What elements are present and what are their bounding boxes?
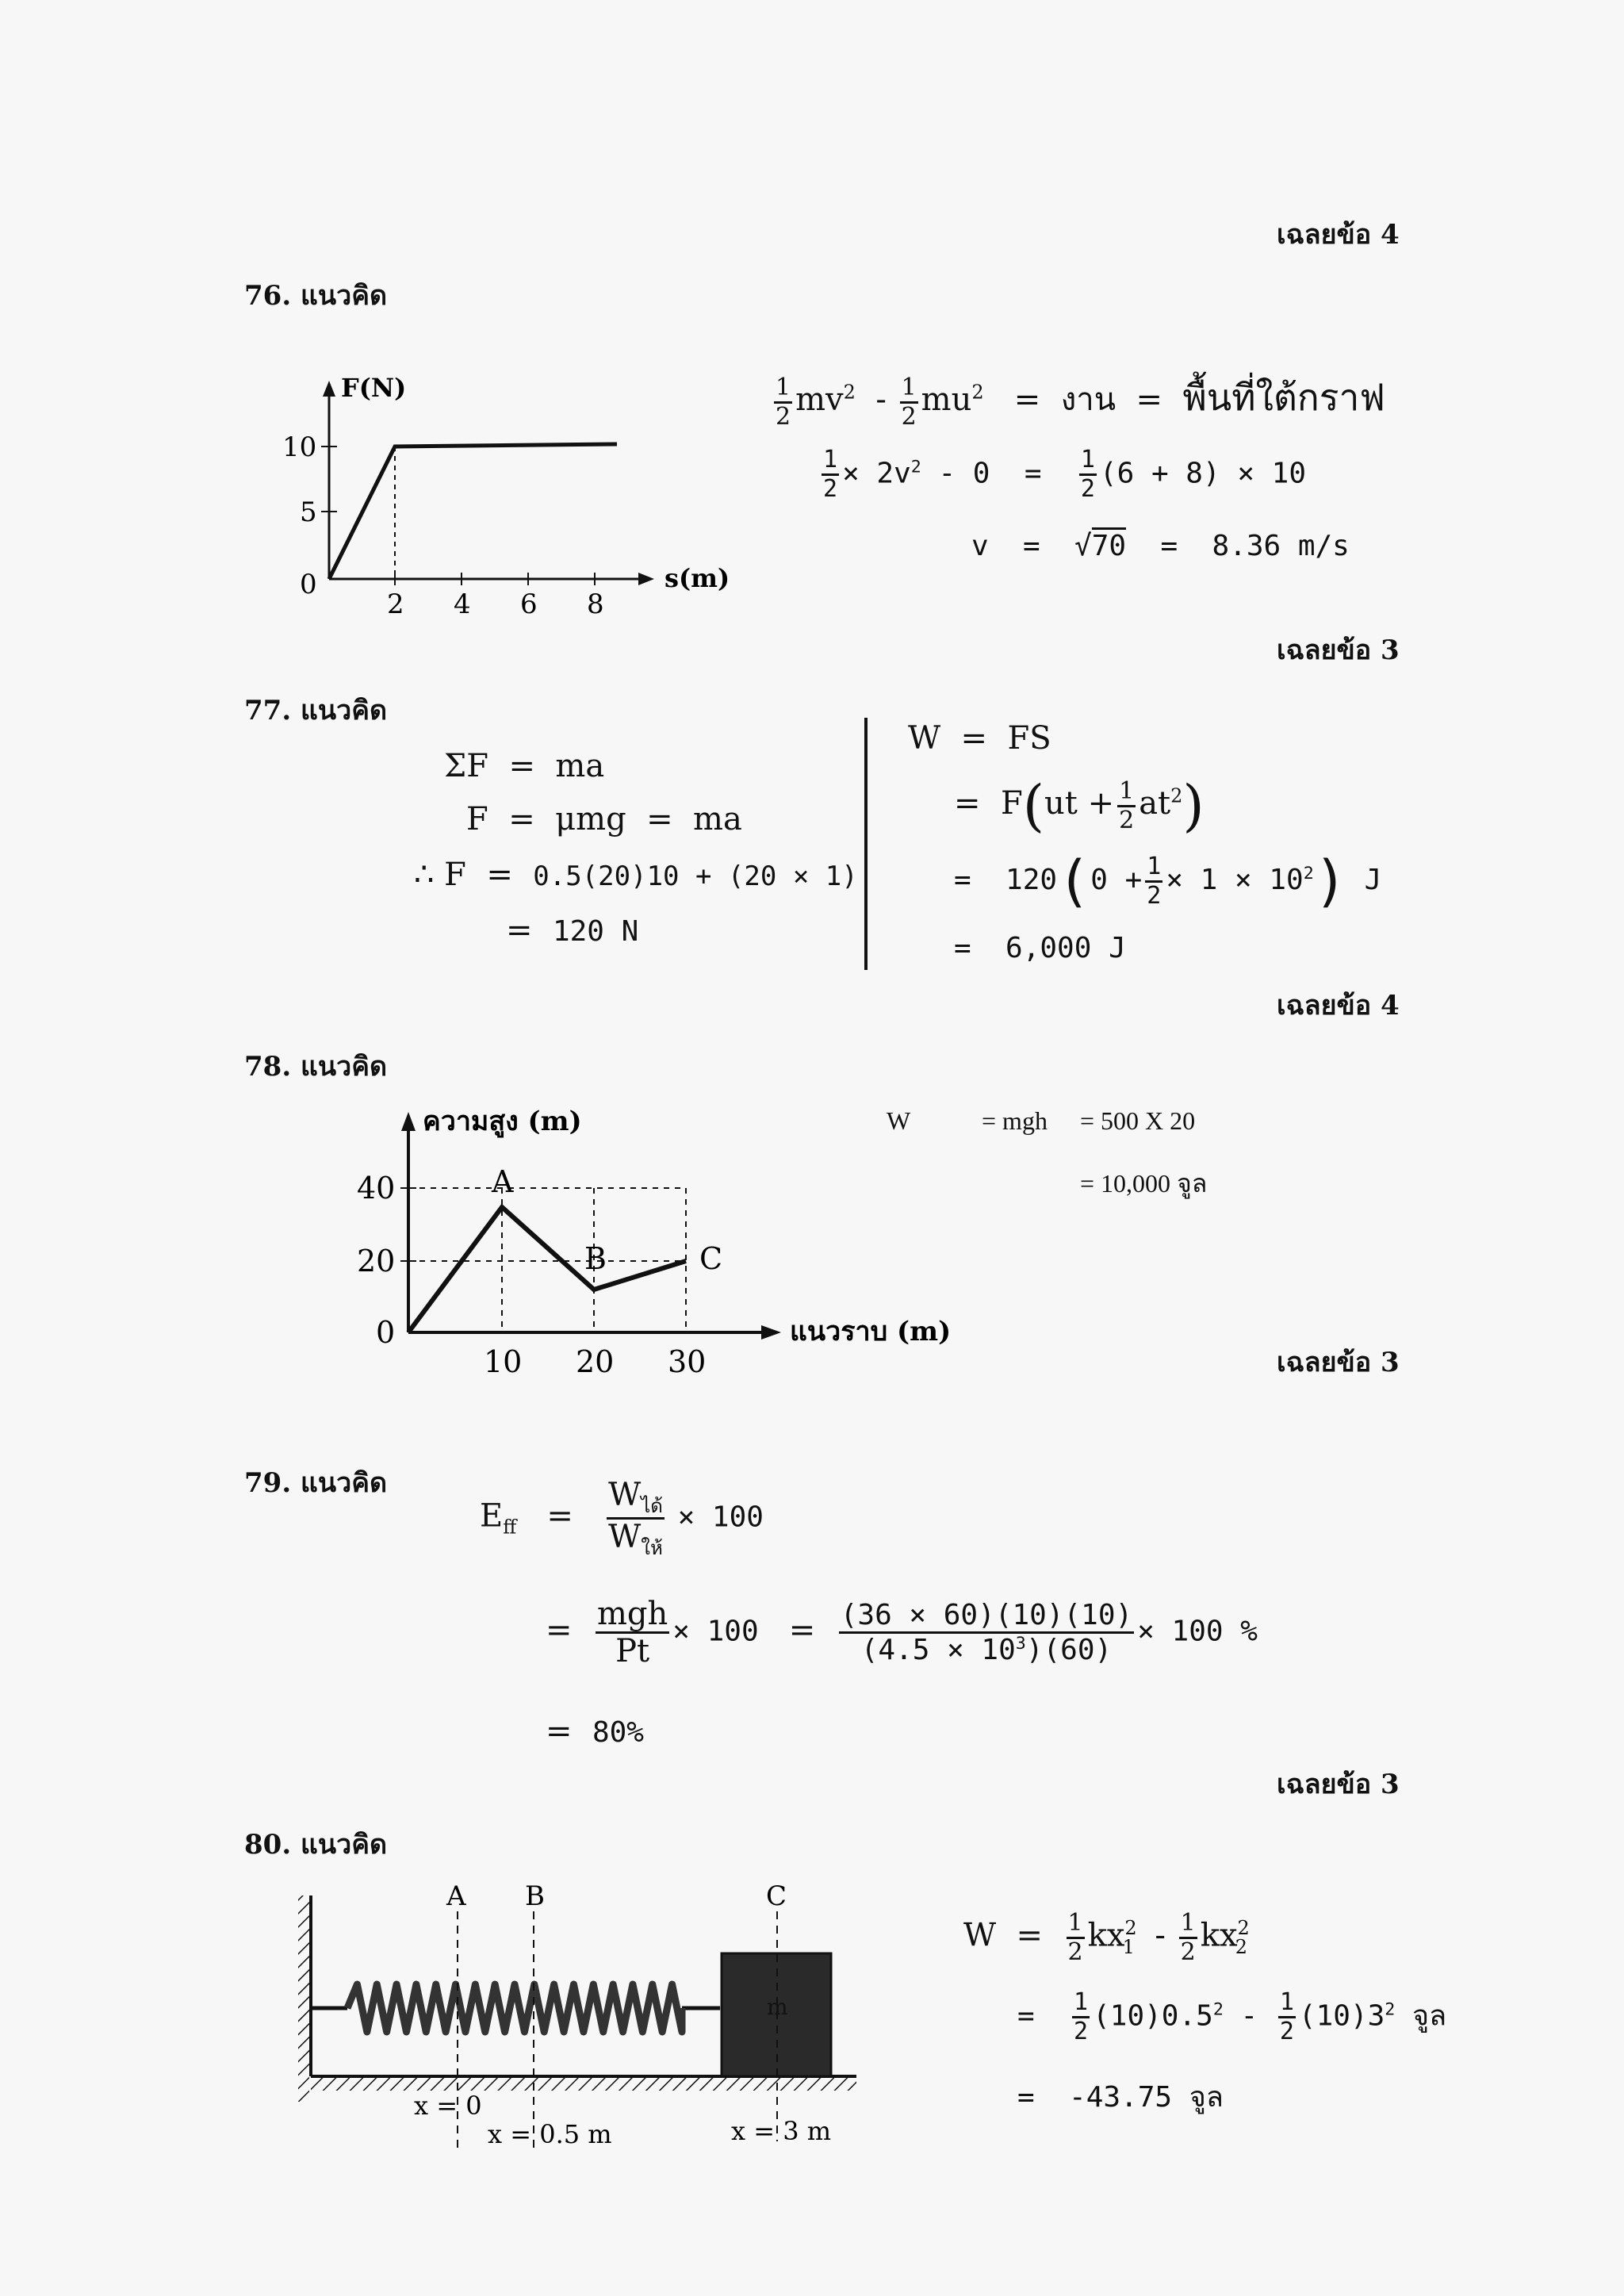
q79-efficiency-line: $E_{ff}$ = $\frac{W_{ได้}}{W_{ให้}}$ × 100 xyxy=(480,1477,764,1559)
force-distance-graph xyxy=(270,373,745,634)
question-76-heading: 76. แนวคิด xyxy=(244,280,388,312)
point-label: C xyxy=(699,1241,723,1276)
position-label: x = 3 m xyxy=(731,2116,832,2146)
y-axis-arrow xyxy=(323,381,335,397)
q77-line-3: ∴ F = 0.5(20)10 + (20 × 1) xyxy=(414,857,858,893)
x-tick: 6 xyxy=(520,588,538,620)
x-tick: 30 xyxy=(668,1344,707,1379)
q78-work-formula: = mgh xyxy=(982,1106,1048,1135)
position-label: x = 0 xyxy=(414,2091,482,2121)
question-77-heading: 77. แนวคิด xyxy=(244,695,388,726)
answer-label: เฉลยข้อ 4 xyxy=(1277,219,1400,251)
y-axis-label: F(N) xyxy=(341,373,407,403)
x-tick: 20 xyxy=(576,1344,615,1379)
q78-work-result: = 10,000 จูล xyxy=(1080,1169,1208,1198)
answer-label: เฉลยข้อ 4 xyxy=(1277,990,1400,1022)
marker-label: A xyxy=(446,1880,466,1912)
y-tick: 20 xyxy=(357,1244,396,1278)
height-distance-graph xyxy=(349,1102,952,1388)
q76-equation-2: $\frac{1}{2}$ × $2v^2 - 0$ = $\frac{1}{2}$ (6 + 8) × 10 xyxy=(823,446,1307,503)
q77-work-1: W = FS xyxy=(908,720,1051,757)
q78-work-value: = 500 X 20 xyxy=(1080,1106,1196,1135)
spring-block-diagram xyxy=(285,1872,872,2157)
answer-label: เฉลยข้อ 3 xyxy=(1277,1347,1400,1378)
q77-line-2: F = μmg = ma xyxy=(466,801,742,838)
y-tick: 10 xyxy=(282,431,317,463)
mass-label: m xyxy=(767,1994,788,2020)
floor-hatch xyxy=(311,2078,856,2091)
point-label: B xyxy=(584,1241,607,1276)
x-tick: 2 xyxy=(387,588,404,620)
wall-hatch xyxy=(298,1895,309,2102)
y-axis-arrow xyxy=(401,1112,416,1131)
question-79-heading: 79. แนวคิด xyxy=(244,1467,388,1499)
q78-work-label: W xyxy=(887,1106,911,1135)
q79-calc-line: = $\frac{\text{mgh}}{Pt}$ × 100 = $\frac{(36 \times 60)(10)(10)}{(4.5 \times 10^3)(60)}$ × 100 % xyxy=(546,1596,1258,1669)
x-tick: 10 xyxy=(484,1344,523,1379)
x-axis-label: s(m) xyxy=(665,563,730,593)
y-tick: 0 xyxy=(300,569,317,600)
path-curve xyxy=(408,1207,686,1332)
question-80-heading: 80. แนวคิด xyxy=(244,1829,388,1861)
marker-label: C xyxy=(766,1880,787,1912)
y-tick: 0 xyxy=(376,1315,396,1350)
x-axis-arrow xyxy=(761,1325,781,1340)
q80-work-line-3: = -43.75 จูล xyxy=(1017,2081,1224,2114)
q79-result-line: = 80% xyxy=(546,1713,644,1750)
q76-equation-3: v = √70 = 8.36 m/s xyxy=(971,530,1350,562)
x-axis-arrow xyxy=(638,573,654,585)
x-tick: 4 xyxy=(454,588,471,620)
q77-work-3: = 120(0 + $\frac{1}{2}$ × $1 \times 10^2$) J xyxy=(954,849,1382,914)
question-78-heading: 78. แนวคิด xyxy=(244,1051,388,1083)
q77-work-2: = F(ut + $\frac{1}{2}$ $at^2$) xyxy=(954,773,1205,838)
q76-equation-1: $\frac{1}{2}$ $mv^2$ - $\frac{1}{2}$ $mu^2$ = งาน = พื้นที่ใต้กราฟ xyxy=(776,373,1385,431)
q77-line-4: = 120 N xyxy=(506,912,639,949)
answer-label: เฉลยข้อ 3 xyxy=(1277,1769,1400,1800)
spring-coil xyxy=(347,1984,682,2032)
q80-work-line-1: W = $\frac{1}{2}$ $kx^2_1$ - $\frac{1}{2}$ $kx^2_2$ xyxy=(963,1909,1250,1966)
spring-path xyxy=(347,1984,682,2032)
x-tick: 8 xyxy=(587,588,604,620)
force-curve xyxy=(329,444,617,579)
q80-work-line-2: = $\frac{1}{2}$ $(10)0.5^2$ - $\frac{1}{2}$ $(10)3^2$ จูล xyxy=(1017,1988,1447,2045)
answer-label: เฉลยข้อ 3 xyxy=(1277,634,1400,666)
q77-line-1: ΣF = ma xyxy=(444,748,605,784)
point-label: A xyxy=(492,1164,514,1199)
marker-label: B xyxy=(525,1880,545,1912)
position-label: x = 0.5 m xyxy=(488,2119,612,2149)
x-axis-label: แนวราบ (m) xyxy=(790,1316,952,1347)
column-divider xyxy=(864,718,868,970)
y-axis-label: ความสูง (m) xyxy=(423,1106,582,1137)
q77-work-4: = 6,000 J xyxy=(954,932,1126,964)
y-tick: 40 xyxy=(357,1171,396,1205)
y-tick: 5 xyxy=(300,496,317,528)
